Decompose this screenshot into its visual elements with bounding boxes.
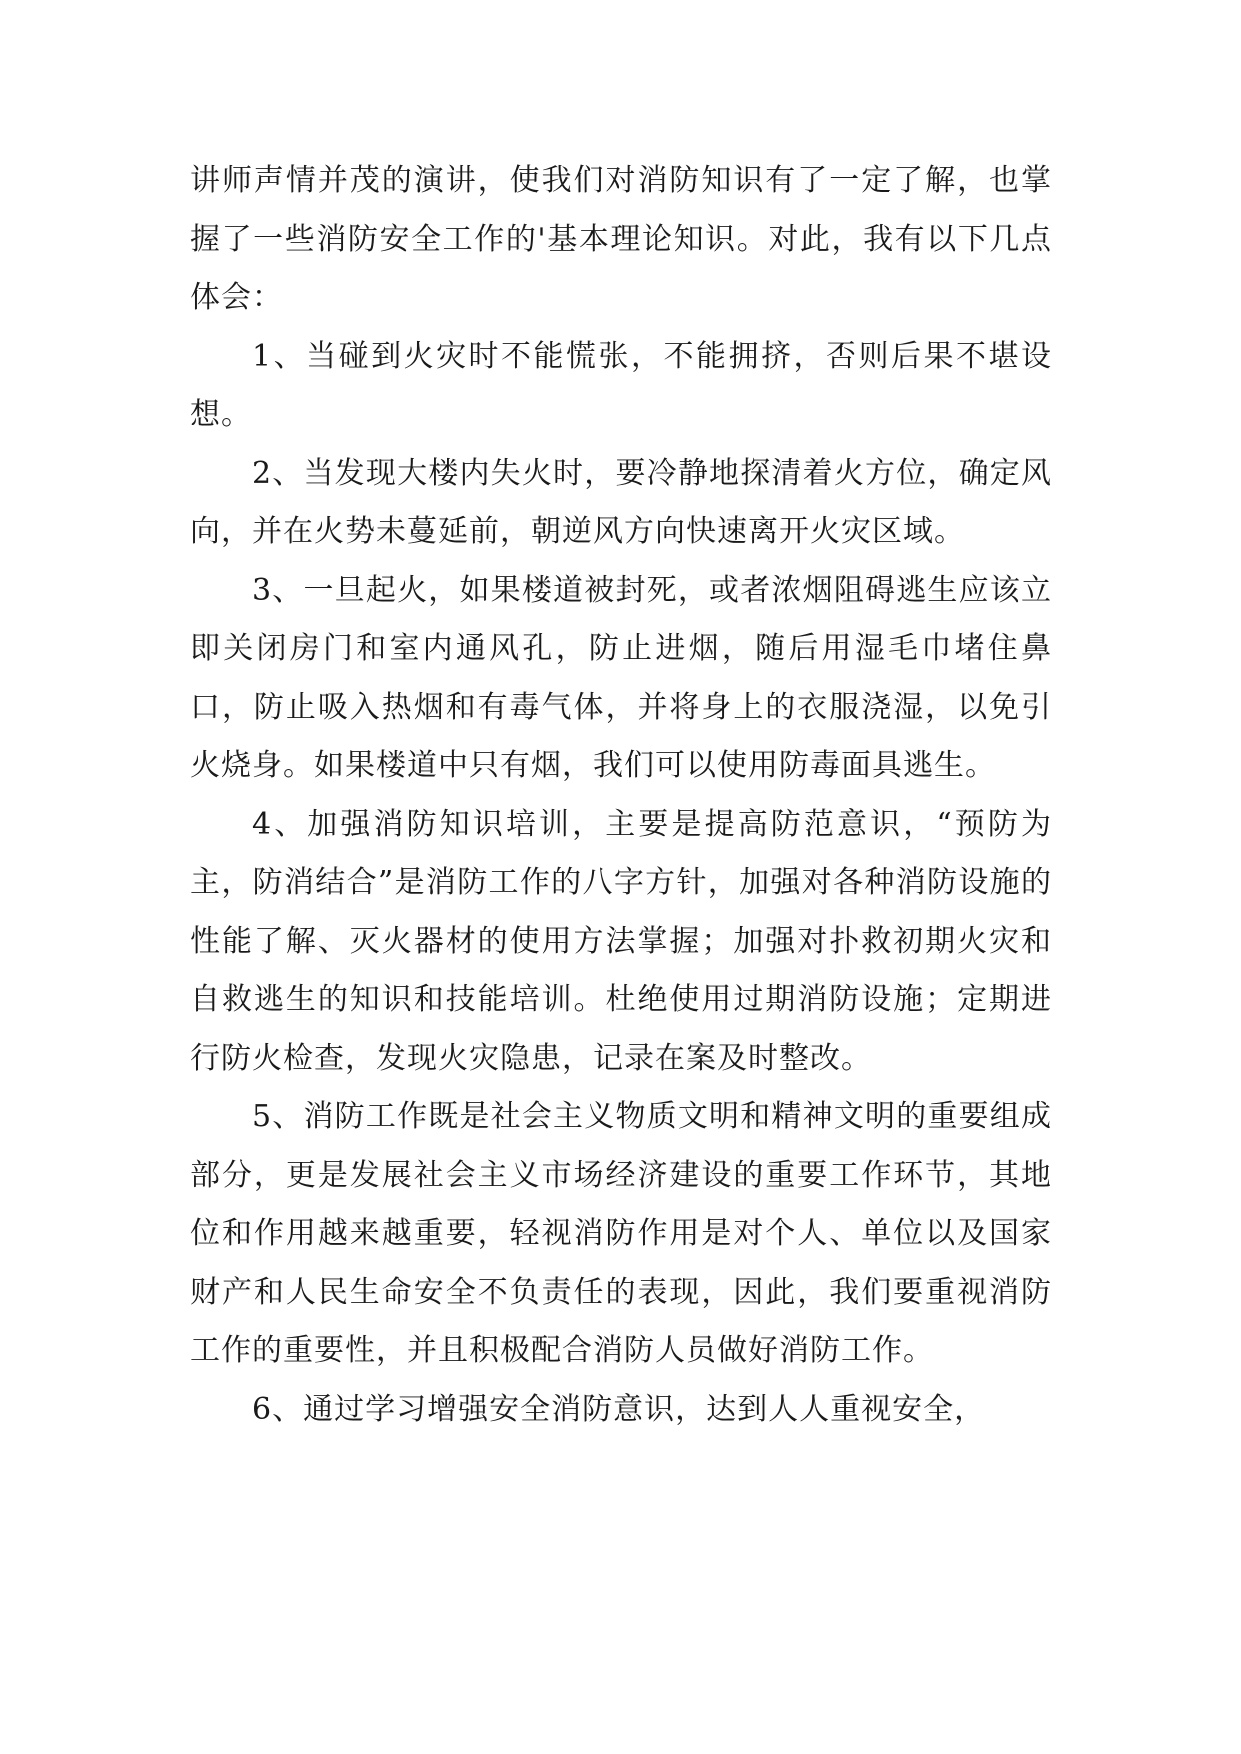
paragraph-point-5: 5、消防工作既是社会主义物质文明和精神文明的重要组成部分，更是发展社会主义市场经济建设的重要工作环节，其地位和作用越来越重要，轻视消防作用是对个人、单位以及国家财产和人民生命安全不负责任的表现，因此，我们要重视消防工作的重要性，并且积极配合消防人员做好消防工作。 [190,1099,1052,1368]
paragraph-point-2: 2、当发现大楼内失火时，要冷静地探清着火方位，确定风向，并在火势未蔓延前，朝逆风方向快速离开火灾区域。 [190,455,1052,549]
paragraph-intro: 讲师声情并茂的演讲，使我们对消防知识有了一定了解，也掌握了一些消防安全工作的'基本理论知识。对此，我有以下几点体会： [190,163,1052,315]
document-body [190,152,1052,1439]
paragraph-point-3: 3、一旦起火，如果楼道被封死，或者浓烟阻碍逃生应该立即关闭房门和室内通风孔，防止进烟，随后用湿毛巾堵住鼻口，防止吸入热烟和有毒气体，并将身上的衣服浇湿，以免引火烧身。如果楼道中只有烟，我们可以使用防毒面具逃生。 [190,572,1052,783]
paragraph-point-4: 4、加强消防知识培训，主要是提高防范意识，“预防为主，防消结合”是消防工作的八字方针，加强对各种消防设施的性能了解、灭火器材的使用方法掌握；加强对扑救初期火灾和自救逃生的知识和技能培训。杜绝使用过期消防设施；定期进行防火检查，发现火灾隐患，记录在案及时整改。 [190,806,1052,1076]
paragraph-point-1: 1、当碰到火灾时不能慌张，不能拥挤，否则后果不堪设想。 [190,338,1052,432]
paragraph-point-6: 6、通过学习增强安全消防意识，达到人人重视安全， [252,1391,986,1427]
